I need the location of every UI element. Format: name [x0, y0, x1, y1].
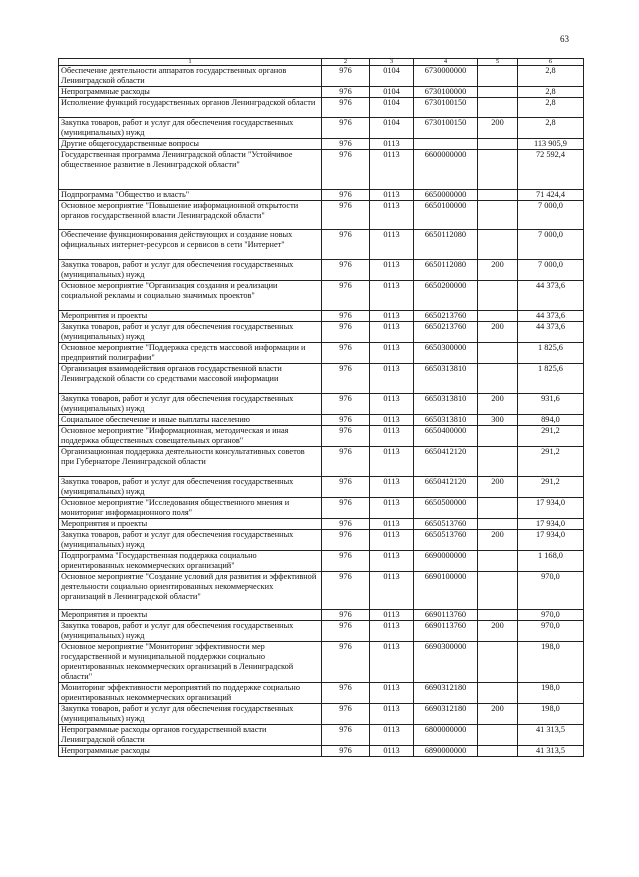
row-expense-type-code: 200	[478, 118, 518, 139]
row-name: Основное мероприятие "Создание условий для развития и эффективной деятельности социально ориентированных некоммерческих организаций в Ленинградской области"	[59, 572, 322, 610]
row-ved-code: 976	[322, 426, 370, 447]
row-target-code: 6650200000	[414, 281, 478, 311]
row-target-code: 6650313810	[414, 394, 478, 415]
row-section-code: 0113	[370, 139, 414, 150]
row-section-code: 0113	[370, 150, 414, 190]
row-name: Основное мероприятие "Повышение информационной открытости органов государственной власти Ленинградской области"	[59, 201, 322, 230]
row-expense-type-code	[478, 230, 518, 260]
row-name: Другие общегосударственные вопросы	[59, 139, 322, 150]
row-name: Основное мероприятие "Исследования общественного мнения и мониторинг информационного поля"	[59, 498, 322, 519]
row-ved-code: 976	[322, 642, 370, 683]
row-amount: 970,0	[518, 621, 584, 642]
row-amount: 7 000,0	[518, 260, 584, 281]
row-amount: 2,8	[518, 87, 584, 98]
row-amount: 17 934,0	[518, 519, 584, 530]
budget-table	[58, 58, 584, 757]
row-amount: 198,0	[518, 642, 584, 683]
row-expense-type-code	[478, 281, 518, 311]
row-expense-type-code	[478, 746, 518, 757]
row-section-code: 0113	[370, 621, 414, 642]
row-expense-type-code	[478, 572, 518, 610]
row-expense-type-code	[478, 311, 518, 322]
row-amount: 44 373,6	[518, 322, 584, 343]
row-amount: 1 825,6	[518, 364, 584, 394]
row-expense-type-code: 200	[478, 704, 518, 725]
table-row	[59, 415, 584, 426]
row-name: Мониторинг эффективности мероприятий по поддержке социально ориентированных некоммерческих организаций	[59, 683, 322, 704]
row-section-code: 0113	[370, 201, 414, 230]
row-name: Основное мероприятие "Организация создания и реализации социальной рекламы и социально значимых проектов"	[59, 281, 322, 311]
page-number: 63	[560, 34, 569, 44]
row-section-code: 0113	[370, 610, 414, 621]
row-ved-code: 976	[322, 519, 370, 530]
row-expense-type-code	[478, 447, 518, 477]
row-ved-code: 976	[322, 725, 370, 746]
row-name: Обеспечение функционирования действующих и создание новых официальных интернет-ресурсов и сервисов в сети "Интернет"	[59, 230, 322, 260]
row-target-code: 6600000000	[414, 150, 478, 190]
row-ved-code: 976	[322, 343, 370, 364]
table-row	[59, 190, 584, 201]
row-expense-type-code	[478, 66, 518, 87]
table-row	[59, 683, 584, 704]
row-name: Закупка товаров, работ и услуг для обеспечения государственных (муниципальных) нужд	[59, 260, 322, 281]
table-body	[59, 59, 584, 757]
row-target-code: 6650112080	[414, 230, 478, 260]
row-ved-code: 976	[322, 610, 370, 621]
row-name: Подпрограмма "Государственная поддержка социально ориентированных некоммерческих организаций"	[59, 551, 322, 572]
row-expense-type-code	[478, 201, 518, 230]
row-amount: 291,2	[518, 447, 584, 477]
row-expense-type-code	[478, 498, 518, 519]
row-name: Государственная программа Ленинградской области "Устойчивое общественное развитие в Ленинградской области"	[59, 150, 322, 190]
row-section-code: 0113	[370, 519, 414, 530]
row-ved-code: 976	[322, 322, 370, 343]
row-section-code: 0113	[370, 746, 414, 757]
table-row	[59, 343, 584, 364]
row-amount: 44 373,6	[518, 311, 584, 322]
row-expense-type-code: 200	[478, 394, 518, 415]
row-expense-type-code	[478, 139, 518, 150]
row-name: Закупка товаров, работ и услуг для обеспечения государственных (муниципальных) нужд	[59, 477, 322, 498]
row-amount: 17 934,0	[518, 498, 584, 519]
row-ved-code: 976	[322, 311, 370, 322]
row-ved-code: 976	[322, 498, 370, 519]
row-section-code: 0113	[370, 447, 414, 477]
table-row	[59, 621, 584, 642]
row-target-code: 6690312180	[414, 683, 478, 704]
row-amount: 113 905,9	[518, 139, 584, 150]
row-expense-type-code	[478, 610, 518, 621]
row-expense-type-code: 300	[478, 415, 518, 426]
row-ved-code: 976	[322, 66, 370, 87]
row-target-code: 6730100150	[414, 118, 478, 139]
row-amount: 291,2	[518, 477, 584, 498]
table-row	[59, 281, 584, 311]
row-target-code: 6690000000	[414, 551, 478, 572]
row-section-code: 0113	[370, 683, 414, 704]
row-section-code: 0113	[370, 551, 414, 572]
row-ved-code: 976	[322, 150, 370, 190]
row-ved-code: 976	[322, 98, 370, 118]
row-amount: 2,8	[518, 98, 584, 118]
table-row	[59, 725, 584, 746]
table-row	[59, 260, 584, 281]
column-number: 1	[59, 59, 322, 66]
row-expense-type-code	[478, 98, 518, 118]
row-target-code: 6730000000	[414, 66, 478, 87]
table-row	[59, 394, 584, 415]
row-section-code: 0113	[370, 477, 414, 498]
row-amount: 17 934,0	[518, 530, 584, 551]
row-section-code: 0104	[370, 118, 414, 139]
row-target-code: 6690300000	[414, 642, 478, 683]
row-ved-code: 976	[322, 394, 370, 415]
row-section-code: 0104	[370, 98, 414, 118]
row-expense-type-code	[478, 343, 518, 364]
row-ved-code: 976	[322, 139, 370, 150]
row-name: Закупка товаров, работ и услуг для обеспечения государственных (муниципальных) нужд	[59, 322, 322, 343]
row-amount: 198,0	[518, 704, 584, 725]
row-amount: 198,0	[518, 683, 584, 704]
row-amount: 41 313,5	[518, 746, 584, 757]
table-row	[59, 201, 584, 230]
row-name: Организационная поддержка деятельности консультативных советов при Губернаторе Ленинградской области	[59, 447, 322, 477]
row-expense-type-code: 200	[478, 477, 518, 498]
row-amount: 970,0	[518, 572, 584, 610]
row-expense-type-code	[478, 364, 518, 394]
table-row	[59, 477, 584, 498]
row-name: Закупка товаров, работ и услуг для обеспечения государственных (муниципальных) нужд	[59, 394, 322, 415]
row-name: Непрограммные расходы	[59, 87, 322, 98]
row-ved-code: 976	[322, 477, 370, 498]
column-number: 4	[414, 59, 478, 66]
row-ved-code: 976	[322, 281, 370, 311]
row-section-code: 0113	[370, 426, 414, 447]
row-name: Исполнение функций государственных органов Ленинградской области	[59, 98, 322, 118]
table-row	[59, 66, 584, 87]
row-name: Мероприятия и проекты	[59, 519, 322, 530]
row-amount: 7 000,0	[518, 230, 584, 260]
table-row	[59, 426, 584, 447]
row-target-code: 6650513760	[414, 530, 478, 551]
table-row	[59, 118, 584, 139]
row-section-code: 0113	[370, 704, 414, 725]
row-name: Закупка товаров, работ и услуг для обеспечения государственных (муниципальных) нужд	[59, 118, 322, 139]
row-amount: 291,2	[518, 426, 584, 447]
row-name: Основное мероприятие "Мониторинг эффективности мер государственной и муниципальной поддержки социально ориентированных некоммерческих организаций в Ленинградской области"	[59, 642, 322, 683]
row-name: Социальное обеспечение и иные выплаты населению	[59, 415, 322, 426]
row-name: Обеспечение деятельности аппаратов государственных органов Ленинградской области	[59, 66, 322, 87]
row-section-code: 0104	[370, 87, 414, 98]
table-row	[59, 498, 584, 519]
row-target-code: 6650213760	[414, 311, 478, 322]
row-ved-code: 976	[322, 118, 370, 139]
table-row	[59, 150, 584, 190]
row-name: Непрограммные расходы органов государственной власти Ленинградской области	[59, 725, 322, 746]
row-ved-code: 976	[322, 260, 370, 281]
row-target-code: 6650000000	[414, 190, 478, 201]
row-amount: 7 000,0	[518, 201, 584, 230]
row-expense-type-code	[478, 725, 518, 746]
row-amount: 71 424,4	[518, 190, 584, 201]
column-number-row	[59, 59, 584, 66]
table-row	[59, 322, 584, 343]
row-expense-type-code	[478, 683, 518, 704]
row-expense-type-code: 200	[478, 260, 518, 281]
table-row	[59, 519, 584, 530]
row-expense-type-code: 200	[478, 621, 518, 642]
row-target-code: 6690100000	[414, 572, 478, 610]
row-expense-type-code	[478, 190, 518, 201]
row-amount: 970,0	[518, 610, 584, 621]
row-amount: 2,8	[518, 118, 584, 139]
row-ved-code: 976	[322, 704, 370, 725]
table-row	[59, 551, 584, 572]
row-ved-code: 976	[322, 230, 370, 260]
row-ved-code: 976	[322, 87, 370, 98]
column-number: 6	[518, 59, 584, 66]
table-row	[59, 530, 584, 551]
row-name: Закупка товаров, работ и услуг для обеспечения государственных (муниципальных) нужд	[59, 621, 322, 642]
row-target-code: 6730100000	[414, 87, 478, 98]
row-name: Мероприятия и проекты	[59, 311, 322, 322]
row-ved-code: 976	[322, 201, 370, 230]
row-name: Мероприятия и проекты	[59, 610, 322, 621]
row-target-code: 6650513760	[414, 519, 478, 530]
row-section-code: 0113	[370, 322, 414, 343]
column-number: 3	[370, 59, 414, 66]
row-ved-code: 976	[322, 415, 370, 426]
column-number: 5	[478, 59, 518, 66]
row-ved-code: 976	[322, 530, 370, 551]
row-amount: 894,0	[518, 415, 584, 426]
row-expense-type-code	[478, 519, 518, 530]
row-section-code: 0113	[370, 190, 414, 201]
row-target-code: 6650313810	[414, 364, 478, 394]
row-target-code: 6650500000	[414, 498, 478, 519]
row-section-code: 0104	[370, 66, 414, 87]
row-name: Основное мероприятие "Информационная, методическая и иная поддержка общественных совещательных органов"	[59, 426, 322, 447]
row-expense-type-code	[478, 642, 518, 683]
table-row	[59, 364, 584, 394]
row-target-code: 6650400000	[414, 426, 478, 447]
row-amount: 72 592,4	[518, 150, 584, 190]
table-row	[59, 87, 584, 98]
row-section-code: 0113	[370, 572, 414, 610]
row-section-code: 0113	[370, 230, 414, 260]
row-ved-code: 976	[322, 572, 370, 610]
row-name: Основное мероприятие "Поддержка средств массовой информации и предприятий полиграфии"	[59, 343, 322, 364]
row-ved-code: 976	[322, 683, 370, 704]
row-target-code	[414, 139, 478, 150]
row-ved-code: 976	[322, 364, 370, 394]
row-section-code: 0113	[370, 498, 414, 519]
row-name: Организация взаимодействия органов государственной власти Ленинградской области со средствами массовой информации	[59, 364, 322, 394]
row-target-code: 6650313810	[414, 415, 478, 426]
row-ved-code: 976	[322, 190, 370, 201]
row-expense-type-code	[478, 87, 518, 98]
table-row	[59, 704, 584, 725]
row-amount: 44 373,6	[518, 281, 584, 311]
row-ved-code: 976	[322, 551, 370, 572]
row-target-code: 6800000000	[414, 725, 478, 746]
row-amount: 1 825,6	[518, 343, 584, 364]
row-target-code: 6650412120	[414, 447, 478, 477]
row-section-code: 0113	[370, 530, 414, 551]
row-target-code: 6690113760	[414, 610, 478, 621]
table-row	[59, 642, 584, 683]
row-target-code: 6890000000	[414, 746, 478, 757]
row-target-code: 6650213760	[414, 322, 478, 343]
row-name: Непрограммные расходы	[59, 746, 322, 757]
row-name: Подпрограмма "Общество и власть"	[59, 190, 322, 201]
row-section-code: 0113	[370, 415, 414, 426]
row-section-code: 0113	[370, 311, 414, 322]
table-row	[59, 311, 584, 322]
row-target-code: 6690312180	[414, 704, 478, 725]
table-row	[59, 447, 584, 477]
row-section-code: 0113	[370, 394, 414, 415]
table-row	[59, 610, 584, 621]
table-row	[59, 98, 584, 118]
table-row	[59, 746, 584, 757]
row-expense-type-code	[478, 150, 518, 190]
row-amount: 1 168,0	[518, 551, 584, 572]
table-row	[59, 139, 584, 150]
row-target-code: 6730100150	[414, 98, 478, 118]
row-section-code: 0113	[370, 260, 414, 281]
row-expense-type-code: 200	[478, 530, 518, 551]
row-ved-code: 976	[322, 447, 370, 477]
row-expense-type-code	[478, 426, 518, 447]
row-section-code: 0113	[370, 281, 414, 311]
row-expense-type-code: 200	[478, 322, 518, 343]
row-amount: 931,6	[518, 394, 584, 415]
column-number: 2	[322, 59, 370, 66]
row-target-code: 6690113760	[414, 621, 478, 642]
row-section-code: 0113	[370, 642, 414, 683]
row-amount: 41 313,5	[518, 725, 584, 746]
row-name: Закупка товаров, работ и услуг для обеспечения государственных (муниципальных) нужд	[59, 704, 322, 725]
row-target-code: 6650300000	[414, 343, 478, 364]
row-target-code: 6650100000	[414, 201, 478, 230]
table-row	[59, 230, 584, 260]
row-amount: 2,8	[518, 66, 584, 87]
row-ved-code: 976	[322, 621, 370, 642]
row-expense-type-code	[478, 551, 518, 572]
row-name: Закупка товаров, работ и услуг для обеспечения государственных (муниципальных) нужд	[59, 530, 322, 551]
row-target-code: 6650412120	[414, 477, 478, 498]
table-row	[59, 572, 584, 610]
row-target-code: 6650112080	[414, 260, 478, 281]
row-ved-code: 976	[322, 746, 370, 757]
row-section-code: 0113	[370, 343, 414, 364]
row-section-code: 0113	[370, 364, 414, 394]
row-section-code: 0113	[370, 725, 414, 746]
